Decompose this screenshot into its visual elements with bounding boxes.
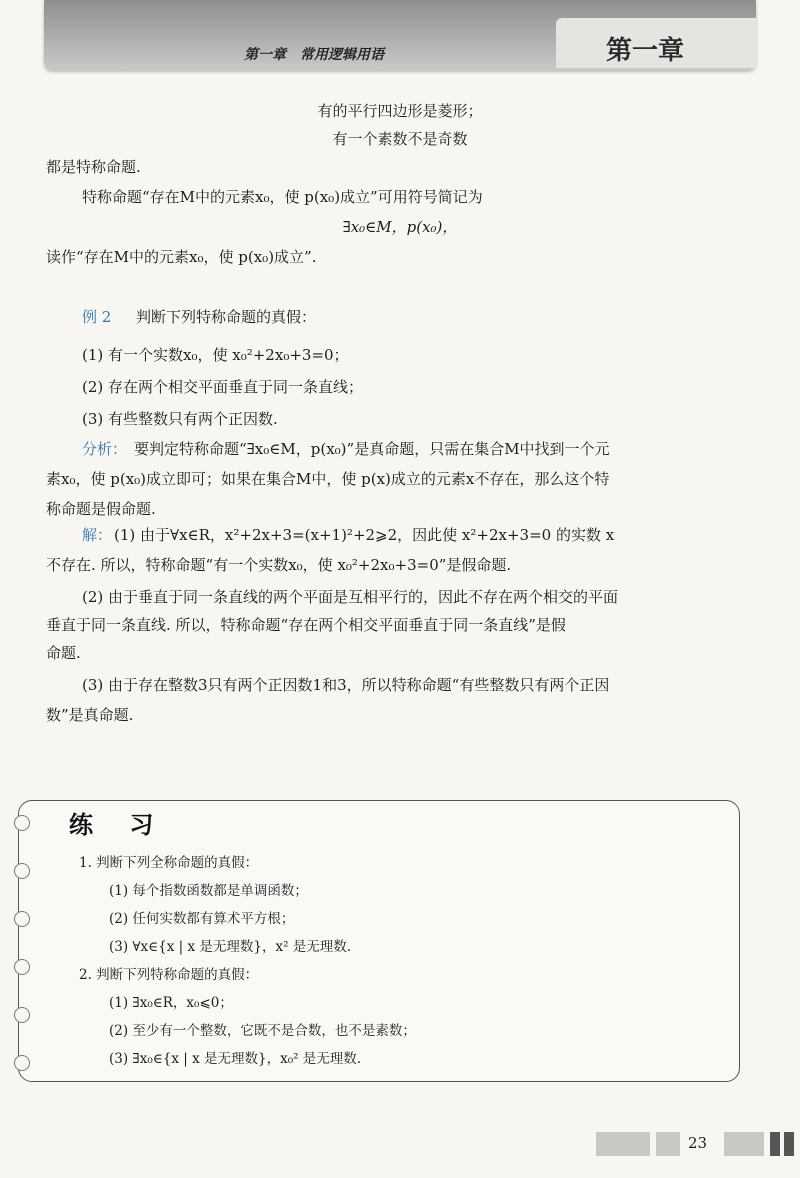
- exercise-title: 练 习: [69, 811, 168, 839]
- exercise-question: 2. 判断下列特称命题的真假：: [79, 967, 259, 983]
- solution-text: 不存在. 所以，特称命题“有一个实数x₀，使 x₀²+2x₀+3=0”是假命题.: [46, 556, 512, 574]
- analysis-text: 要判定特称命题“∃x₀∈M，p(x₀)”是真命题，只需在集合M中找到一个元: [134, 440, 610, 458]
- exercise-item: (3) ∀x∈{x | x 是无理数}，x² 是无理数.: [109, 939, 352, 955]
- footer-bar: [724, 1132, 764, 1156]
- example-title: 判断下列特称命题的真假：: [136, 308, 317, 326]
- solution-text: 垂直于同一条直线. 所以，特称命题“存在两个相交平面垂直于同一条直线”是假: [46, 616, 566, 634]
- exercise-item: (2) 任何实数都有算术平方根；: [109, 911, 295, 927]
- solution-text: 命题.: [46, 644, 81, 662]
- binder-hole: [14, 863, 30, 879]
- page-number: 23: [688, 1134, 708, 1152]
- example-item: (3) 有些整数只有两个正因数.: [82, 410, 278, 428]
- body-text: 都是特称命题.: [46, 158, 141, 176]
- example-label: 例 2: [82, 308, 112, 326]
- binder-hole: [14, 911, 30, 927]
- solution-text: (2) 由于垂直于同一条直线的两个平面是互相平行的，因此不存在两个相交的平面: [82, 588, 619, 606]
- solution-text: 数”是真命题.: [46, 706, 134, 724]
- formula: ∃x₀∈M，p(x₀)，: [342, 218, 458, 236]
- analysis-text: 素x₀，使 p(x₀)成立即可；如果在集合M中，使 p(x)成立的元素x不存在，那么这个特: [46, 470, 610, 488]
- footer-dark-bar: [770, 1132, 780, 1156]
- exercise-item: (1) 每个指数函数都是单调函数；: [109, 883, 308, 899]
- binder-hole: [14, 1055, 30, 1071]
- example-item: (1) 有一个实数x₀，使 x₀²+2x₀+3=0；: [82, 346, 349, 364]
- example-item: (2) 存在两个相交平面垂直于同一条直线；: [82, 378, 364, 396]
- footer-dark-bar: [784, 1132, 794, 1156]
- solution-text: (1) 由于∀x∈R，x²+2x+3=(x+1)²+2⩾2，因此使 x²+2x+3=0 的实数 x: [114, 526, 615, 544]
- binder-hole: [14, 815, 30, 831]
- example-statement-2: 有一个素数不是奇数: [332, 130, 468, 148]
- example-statement-1: 有的平行四边形是菱形；: [317, 102, 483, 120]
- solution-text: (3) 由于存在整数3只有两个正因数1和3，所以特称命题“有些整数只有两个正因: [82, 676, 610, 694]
- exercise-item: (2) 至少有一个整数，它既不是合数，也不是素数；: [109, 1023, 416, 1039]
- exercise-item: (3) ∃x₀∈{x | x 是无理数}，x₀² 是无理数.: [109, 1051, 362, 1067]
- body-text: 特称命题“存在M中的元素x₀，使 p(x₀)成立”可用符号简记为: [82, 188, 483, 206]
- body-text: 读作“存在M中的元素x₀，使 p(x₀)成立”.: [46, 248, 317, 266]
- chapter-label: 第一章: [605, 36, 684, 66]
- exercise-question: 1. 判断下列全称命题的真假：: [79, 855, 259, 871]
- chapter-header: [44, 0, 756, 70]
- analysis-text: 称命题是假命题.: [46, 500, 156, 518]
- analysis-label: 分析：: [82, 440, 128, 458]
- running-head: 第一章 常用逻辑用语: [244, 47, 384, 63]
- footer-bar: [656, 1132, 680, 1156]
- footer-bar: [596, 1132, 650, 1156]
- solution-label: 解：: [82, 526, 113, 544]
- binder-hole: [14, 1007, 30, 1023]
- binder-hole: [14, 959, 30, 975]
- exercise-item: (1) ∃x₀∈R，x₀⩽0；: [109, 995, 233, 1011]
- exercise-box: [18, 800, 740, 1082]
